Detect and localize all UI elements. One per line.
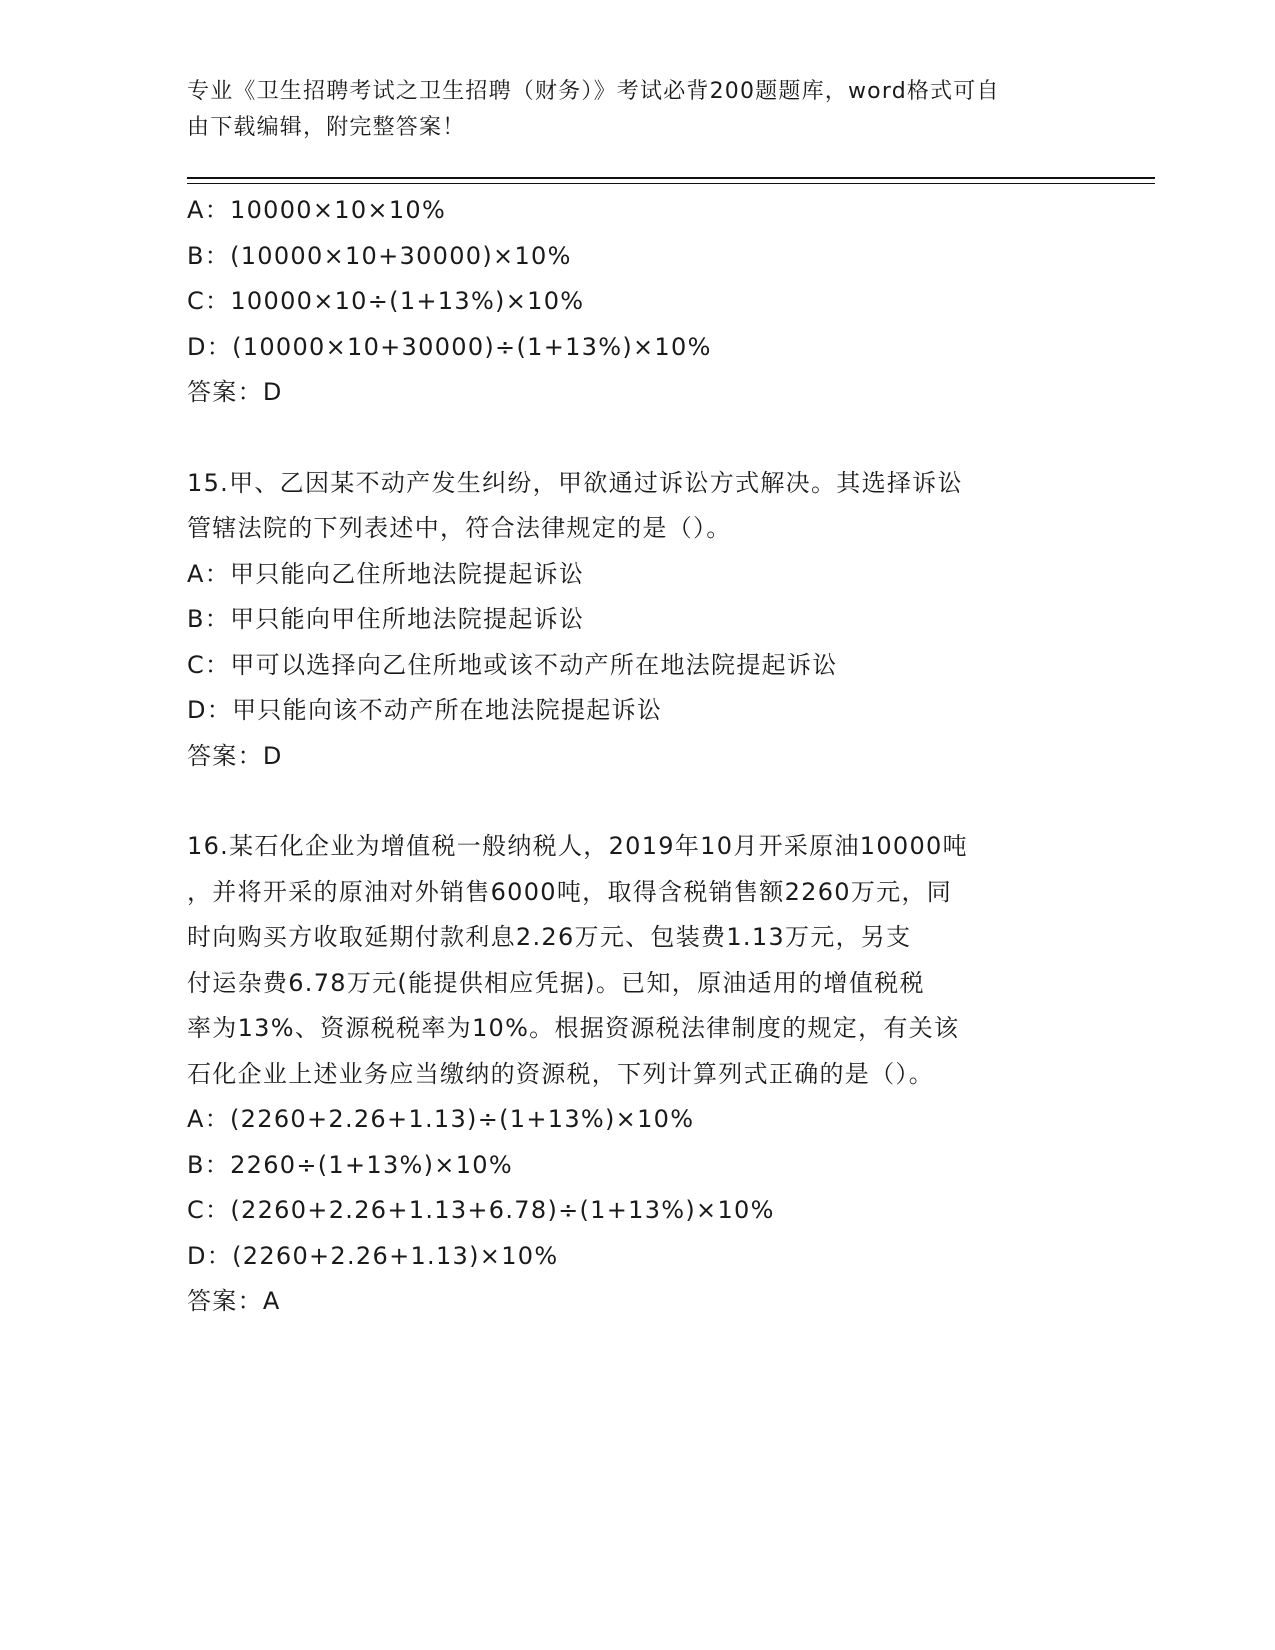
option-d: D：(2260+2.26+1.13)×10%	[187, 1241, 559, 1270]
question-stem-line: 付运杂费6.78万元(能提供相应凭据)。已知，原油适用的增值税税	[187, 968, 925, 997]
header-rule-thick	[187, 177, 1155, 179]
option-a: A：(2260+2.26+1.13)÷(1+13%)×10%	[187, 1105, 695, 1133]
option-d: D：甲只能向该不动产所在地法院提起诉讼	[187, 696, 663, 724]
question-stem-line: 率为13%、资源税税率为10%。根据资源税法律制度的规定，有关该	[187, 1014, 960, 1042]
option-b: B：(10000×10+30000)×10%	[187, 241, 572, 270]
question-stem-line: 15.甲、乙因某不动产发生纠纷，甲欲通过诉讼方式解决。其选择诉讼	[187, 468, 963, 497]
header-rule-thin	[187, 183, 1155, 184]
option-c: C：(2260+2.26+1.13+6.78)÷(1+13%)×10%	[187, 1196, 775, 1224]
option-b: B：2260÷(1+13%)×10%	[187, 1150, 513, 1179]
question-stem-line: ，并将开采的原油对外销售6000吨，取得含税销售额2260万元，同	[187, 877, 953, 906]
answer: 答案：D	[187, 741, 283, 770]
question-stem-line: 时向购买方收取延期付款利息2.26万元、包装费1.13万元，另支	[187, 923, 912, 951]
option-d: D：(10000×10+30000)÷(1+13%)×10%	[187, 332, 712, 361]
answer: 答案：D	[187, 378, 283, 406]
question-14	[187, 188, 1087, 416]
question-stem-line: 石化企业上述业务应当缴纳的资源税，下列计算列式正确的是（）。	[187, 1059, 934, 1088]
question-content	[187, 188, 1087, 1325]
option-b: B：甲只能向甲住所地法院提起诉讼	[187, 605, 585, 633]
question-16	[187, 824, 1087, 1325]
header-line: 由下载编辑，附完整答案！	[187, 115, 466, 140]
question-stem-line: 管辖法院的下列表述中，符合法律规定的是（）。	[187, 514, 732, 542]
spacer	[187, 416, 1087, 461]
spacer	[187, 779, 1087, 824]
option-c: C：甲可以选择向乙住所地或该不动产所在地法院提起诉讼	[187, 650, 838, 679]
option-a: A：10000×10×10%	[187, 196, 447, 224]
header-line: 专业《卫生招聘考试之卫生招聘（财务）》考试必背200题题库，word格式可自	[187, 79, 1000, 104]
option-a: A：甲只能向乙住所地法院提起诉讼	[187, 559, 585, 588]
question-stem-line: 16.某石化企业为增值税一般纳税人，2019年10月开采原油10000吨	[187, 832, 968, 860]
document-header	[187, 74, 1087, 146]
answer: 答案：A	[187, 1287, 281, 1315]
option-c: C：10000×10÷(1+13%)×10%	[187, 287, 585, 315]
question-15	[187, 461, 1087, 780]
